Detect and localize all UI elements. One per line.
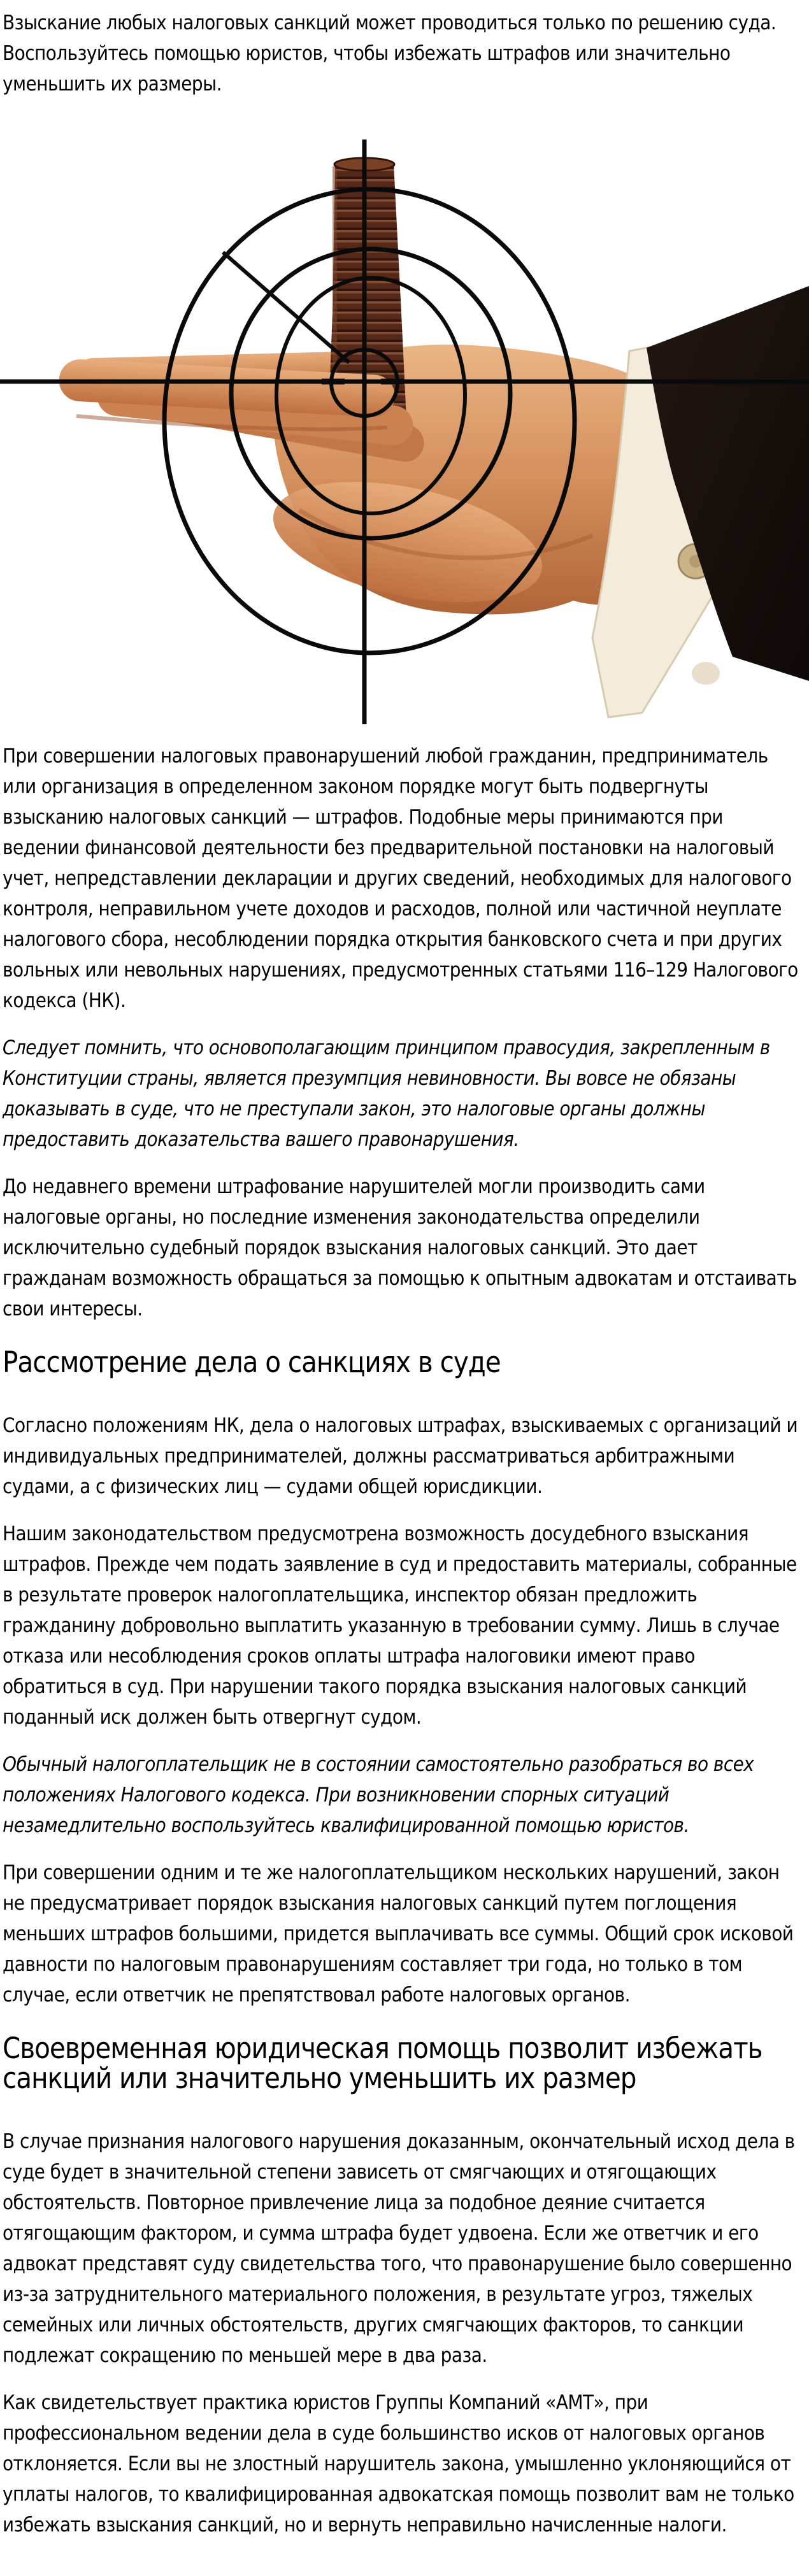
section-legal-help bbox=[3, 2033, 800, 2540]
article-image bbox=[0, 128, 809, 733]
cuff-button-lower bbox=[692, 662, 720, 685]
paragraph: При совершении налоговых правонарушений любой гражданин, предприниматель или организация в определенном законом порядке могут быть подвергнуты взысканию налоговых санкций — штрафов. Подобные меры принимаются при ведении финансовой деятельности без предварительной постановки на налоговый учет, непредставлении декларации и других сведений, необходимых для налогового контроля, неправильном учете доходов и расходов, полной или частичной неуплате налогового сбора, несоблюдении порядка открытия банковского счета и при других вольных или невольных нарушениях, предусмотренных статьями 116–129 Налогового кодекса (НК). bbox=[3, 745, 798, 1012]
paragraph: Нашим законодательством предусмотрена возможность досудебного взыскания штрафов. Прежде чем подать заявление в суд и предоставить материалы, собранные в результате проверок налогоплательщика, инспектор обязан предложить гражданину добровольно выплатить указанную в требовании сумму. Лишь в случае отказа или несоблюдения сроков оплаты штрафа налоговики имеют право обратиться в суд. При нарушении такого порядка взыскания налоговых санкций поданный иск должен быть отвергнут судом. bbox=[3, 1522, 797, 1729]
coins-target-illustration bbox=[0, 128, 809, 733]
section-heading: Своевременная юридическая помощь позволит избежать санкций или значительно уменьшить их размер bbox=[3, 2031, 762, 2095]
section-court-review bbox=[3, 1347, 800, 2010]
section-heading: Рассмотрение дела о санкциях в суде bbox=[3, 1345, 501, 1379]
paragraph: До недавнего времени штрафование нарушителей могли производить сами налоговые органы, но последние изменения законодательства определили исключительно судебный порядок взыскания налоговых санкций. Это дает гражданам возможность обращаться за помощью к опытным адвокатам и отстаивать свои интересы. bbox=[3, 1175, 797, 1320]
paragraph: В случае признания налогового нарушения доказанным, окончательный исход дела в суде будет в значительной степени зависеть от смягчающих и отягощающих обстоятельств. Повторное привлечение лица за подобное деяние считается отягощающим фактором, и сумма штрафа будет удвоена. Если же ответчик и его адвокат представят суду свидетельства того, что правонарушение было совершенно из-за затруднительного материального положения, в результате угроз, тяжелых семейных или личных обстоятельств, других смягчающих факторов, то санкции подлежат сокращению по меньшей мере в два раза. bbox=[3, 2130, 795, 2367]
article bbox=[3, 8, 800, 2540]
paragraph-note: Обычный налогоплательщик не в состоянии самостоятельно разобраться во всех положениях Налогового кодекса. При возникновении спорных ситуаций незамедлительно воспользуйтесь квалифицированной помощью юристов. bbox=[3, 1753, 754, 1837]
paragraph-note: Следует помнить, что основополагающим принципом правосудия, закрепленным в Конституции страны, является презумпция невиновности. Вы вовсе не обязаны доказывать в суде, что не преступали закон, это налоговые органы должны предоставить доказательства вашего правонарушения. bbox=[3, 1036, 770, 1151]
paragraph: Как свидетельствует практика юристов Группы Компаний «АМТ», при профессиональном ведении дела в суде большинство исков от налоговых органов отклоняется. Если вы не злостный нарушитель закона, умышленно уклоняющийся от уплаты налогов, то квалифицированная адвокатская помощь позволит вам не только избежать взыскания санкций, но и вернуть неправильно начисленные налоги. bbox=[3, 2391, 794, 2537]
paragraph: При совершении одним и те же налогоплательщиком нескольких нарушений, закон не предусматривает порядок взыскания налоговых санкций путем поглощения меньших штрафов большими, придется выплачивать все суммы. Общий срок исковой давности по налоговым правонарушениям составляет три года, но только в том случае, если ответчик не препятствовал работе налоговых органов. bbox=[3, 1861, 794, 2007]
paragraph: Согласно положениям НК, дела о налоговых штрафах, взыскиваемых с организаций и индивидуальных предпринимателей, должны рассматриваться арбитражными судами, а с физических лиц — судами общей юрисдикции. bbox=[3, 1414, 798, 1498]
lead-paragraph: Взыскание любых налоговых санкций может проводиться только по решению суда. Воспользуйтесь помощью юристов, чтобы избежать штрафов или значительно уменьшить их размеры. bbox=[3, 11, 777, 96]
